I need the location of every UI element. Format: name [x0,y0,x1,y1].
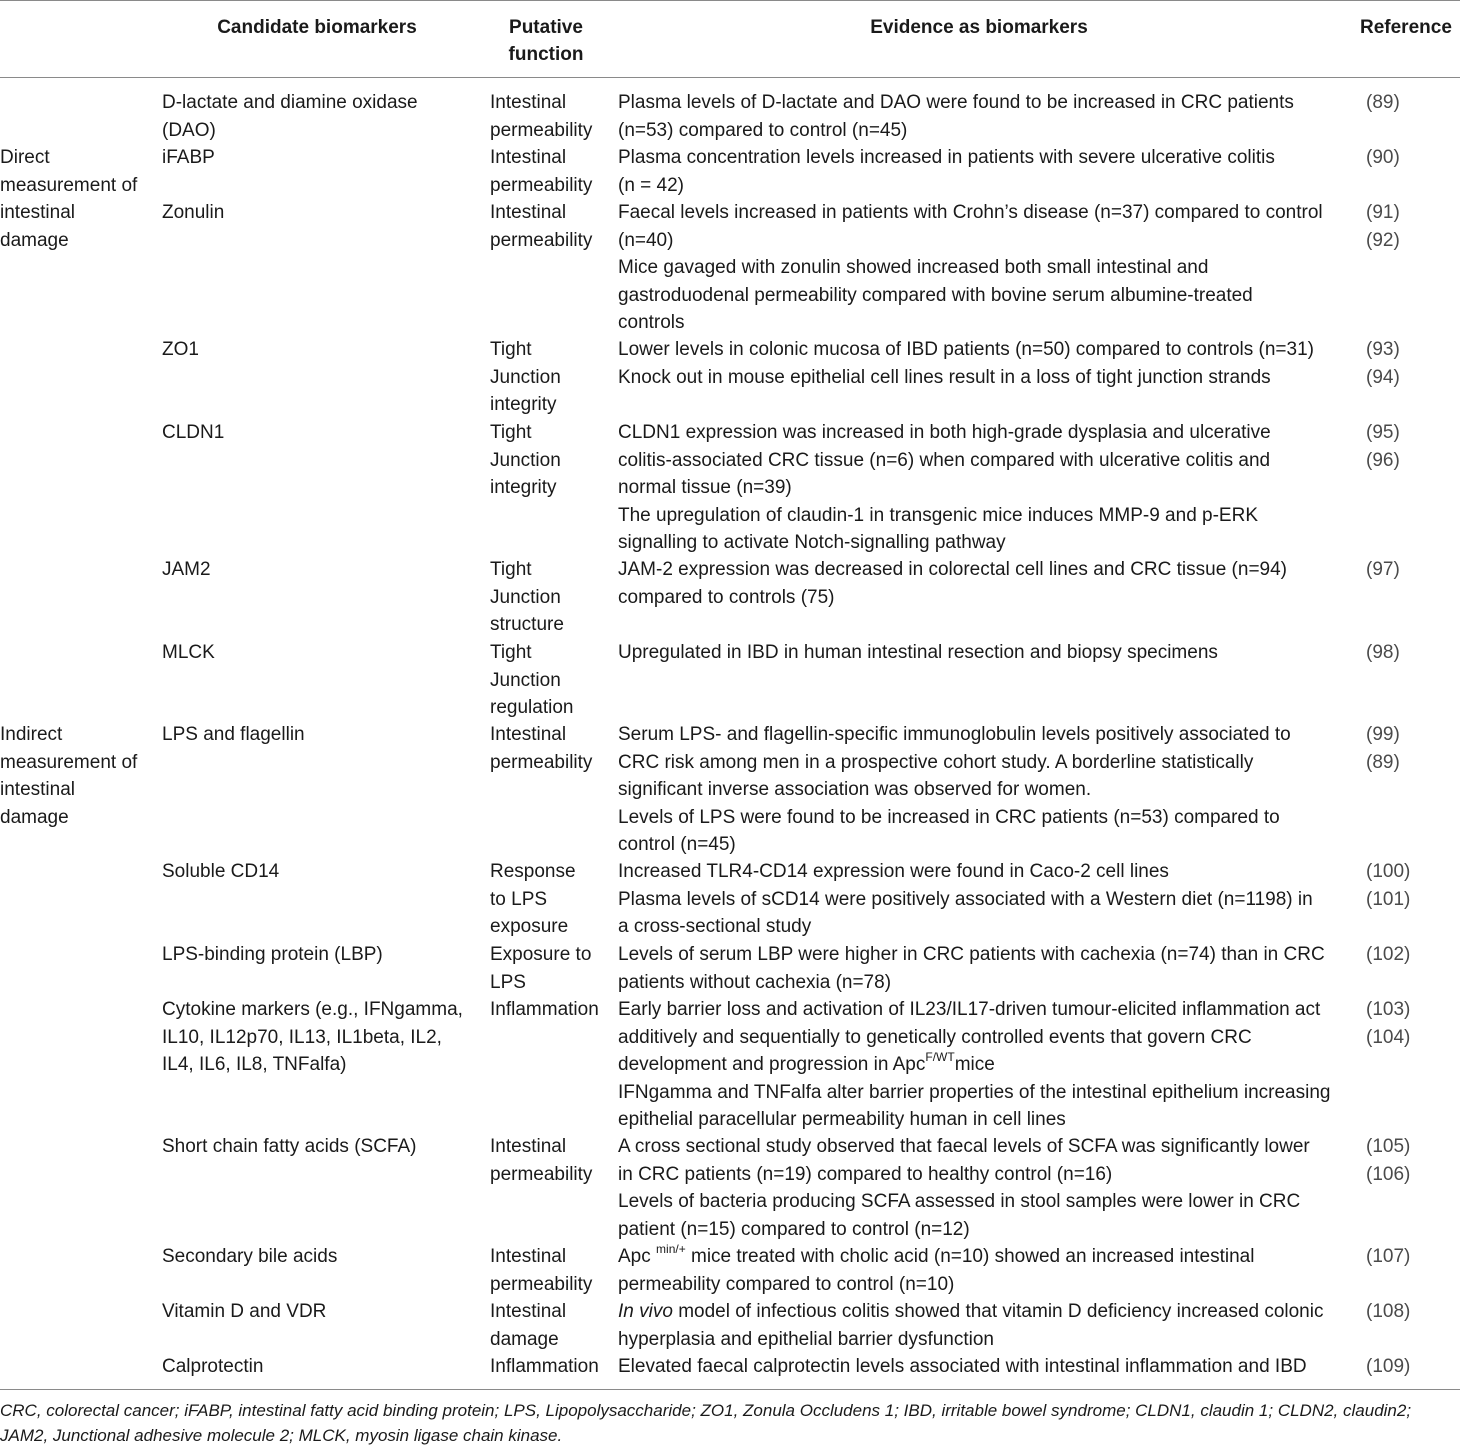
reference-cell: (102) [1366,944,1411,965]
evidence-cell: Upregulated in IBD in human intestinal resection and biopsy specimens [618,642,1218,663]
function-cell: Intestinal permeability [490,202,593,251]
candidate-cell: ZO1 [162,339,199,360]
evidence-cell: Plasma levels of D-lactate and DAO were found to be increased in CRC patients (n=53) compared to control (n=45) [618,92,1294,141]
evidence-cell: Plasma concentration levels increased in patients with severe ulcerative colitis (n = 42) [618,147,1275,196]
reference-cell: (109) [1366,1356,1411,1377]
function-cell: Tight Junction regulation [490,642,574,718]
reference-cell: (98) [1366,642,1400,663]
reference-cell: (91) (92) [1366,202,1400,251]
header-reference: Reference [1360,17,1452,38]
header-evidence: Evidence as biomarkers [870,17,1088,38]
evidence-cell: Faecal levels increased in patients with Crohn’s disease (n=37) compared to control (n=40) Mice gavaged with zonulin showed increased both small intestinal and gastroduodenal permeability compared with bovine serum albumine-treated controls [618,202,1323,333]
superscript: min/+ [656,1241,686,1256]
evidence-italic-text: In vivo [618,1301,673,1322]
candidate-cell: MLCK [162,642,215,663]
candidate-cell: Secondary bile acids [162,1246,338,1267]
reference-cell: (99) (89) [1366,724,1400,773]
function-cell: Intestinal permeability [490,1136,593,1185]
evidence-cell [618,1298,1323,1353]
reference-cell: (103) (104) [1366,999,1411,1048]
evidence-cell: Increased TLR4-CD14 expression were found in Caco-2 cell lines Plasma levels of sCD14 were positively associated with a Western diet (n=1198) in a cross-sectional study [618,861,1313,937]
function-cell: Exposure to LPS [490,944,592,993]
function-cell: Tight Junction integrity [490,339,561,415]
reference-cell: (108) [1366,1301,1411,1322]
table-top-rule [0,0,1460,1]
evidence-text: mice treated with cholic acid (n=10) showed an increased intestinal permeability compared to control (n=10) [618,1246,1255,1295]
candidate-cell: CLDN1 [162,422,225,443]
header-bottom-rule [0,77,1460,78]
candidate-cell: Short chain fatty acids (SCFA) [162,1136,417,1157]
candidate-cell: Soluble CD14 [162,861,280,882]
candidate-cell: Calprotectin [162,1356,264,1377]
function-cell: Inflammation [490,1356,599,1377]
evidence-cell: Lower levels in colonic mucosa of IBD patients (n=50) compared to controls (n=31) Knock out in mouse epithelial cell lines result in a loss of tight junction strands [618,339,1314,388]
evidence-text: Apc [618,1246,657,1267]
reference-cell: (89) [1366,92,1400,113]
candidate-cell: Zonulin [162,202,225,223]
header-putative-function: Putative function [508,17,584,65]
candidate-cell: Vitamin D and VDR [162,1301,327,1322]
evidence-cell [618,1243,1254,1298]
function-cell: Intestinal permeability [490,147,593,196]
reference-cell: (107) [1366,1246,1411,1267]
function-cell: Intestinal damage [490,1301,567,1350]
table-footnote: CRC, colorectal cancer; iFABP, intestinal fatty acid binding protein; LPS, Lipopolysaccharide; ZO1, Zonula Occludens 1; IBD, irritable bowel syndrome; CLDN1, claudin 1; CLDN2, claudin2; JAM2, Junctional adhesive molecule 2; MLCK, myosin ligase chain kinase. [0,1401,1412,1445]
function-cell: Inflammation [490,999,599,1020]
table-bottom-rule [0,1389,1460,1390]
evidence-cell [618,996,1330,1134]
candidate-cell: LPS-binding protein (LBP) [162,944,383,965]
evidence-cell: JAM-2 expression was decreased in colorectal cell lines and CRC tissue (n=94) compared to controls (75) [618,559,1287,608]
reference-cell: (97) [1366,559,1400,580]
evidence-cell: A cross sectional study observed that faecal levels of SCFA was significantly lower in CRC patients (n=19) compared to healthy control (n=16) Levels of bacteria producing SCFA assessed in stool samples were lower in CRC patient (n=15) compared to control (n=12) [618,1136,1310,1240]
superscript: F/WT [925,1049,955,1064]
evidence-cell: CLDN1 expression was increased in both high-grade dysplasia and ulcerative colitis-associated CRC tissue (n=6) when compared with ulcerative colitis and normal tissue (n=39) The upregulation of claudin-1 in transgenic mice induces MMP-9 and p-ERK signalling to activate Notch-signalling pathway [618,422,1271,553]
evidence-cell: Levels of serum LBP were higher in CRC patients with cachexia (n=74) than in CRC patients without cachexia (n=78) [618,944,1325,993]
reference-cell: (105) (106) [1366,1136,1411,1185]
group-label-direct: Direct measurement of intestinal damage [0,147,138,251]
candidate-cell: JAM2 [162,559,211,580]
candidate-cell: D-lactate and diamine oxidase (DAO) [162,92,418,141]
candidate-cell: iFABP [162,147,215,168]
group-label-indirect: Indirect measurement of intestinal damage [0,724,138,828]
evidence-cell: Serum LPS- and flagellin-specific immunoglobulin levels positively associated to CRC risk among men in a prospective cohort study. A borderline statistically significant inverse association was observed for women. Levels of LPS were found to be increased in CRC patients (n=53) compared to control (n=45) [618,724,1291,855]
reference-cell: (90) [1366,147,1400,168]
candidate-cell: Cytokine markers (e.g., IFNgamma, IL10, IL12p70, IL13, IL1beta, IL2, IL4, IL6, IL8, TNFalfa) [162,999,463,1075]
evidence-text: model of infectious colitis showed that vitamin D deficiency increased colonic hyperplasia and epithelial barrier dysfunction [618,1301,1324,1350]
function-cell: Tight Junction integrity [490,422,561,498]
evidence-text: mice IFNgamma and TNFalfa alter barrier properties of the intestinal epithelium increasing epithelial paracellular permeability human in cell lines [618,1054,1331,1130]
function-cell: Tight Junction structure [490,559,564,635]
reference-cell: (93) (94) [1366,339,1400,388]
header-candidate-biomarkers: Candidate biomarkers [217,17,417,38]
function-cell: Intestinal permeability [490,92,593,141]
function-cell: Intestinal permeability [490,724,593,773]
candidate-cell: LPS and flagellin [162,724,305,745]
reference-cell: (95) (96) [1366,422,1400,471]
function-cell: Response to LPS exposure [490,861,576,937]
function-cell: Intestinal permeability [490,1246,593,1295]
evidence-text: Early barrier loss and activation of IL23/IL17-driven tumour-elicited inflammation act additively and sequentially to genetically controlled events that govern CRC development and progression in Apc [618,999,1321,1075]
reference-cell: (100) (101) [1366,861,1411,910]
evidence-cell: Elevated faecal calprotectin levels associated with intestinal inflammation and IBD [618,1356,1307,1377]
